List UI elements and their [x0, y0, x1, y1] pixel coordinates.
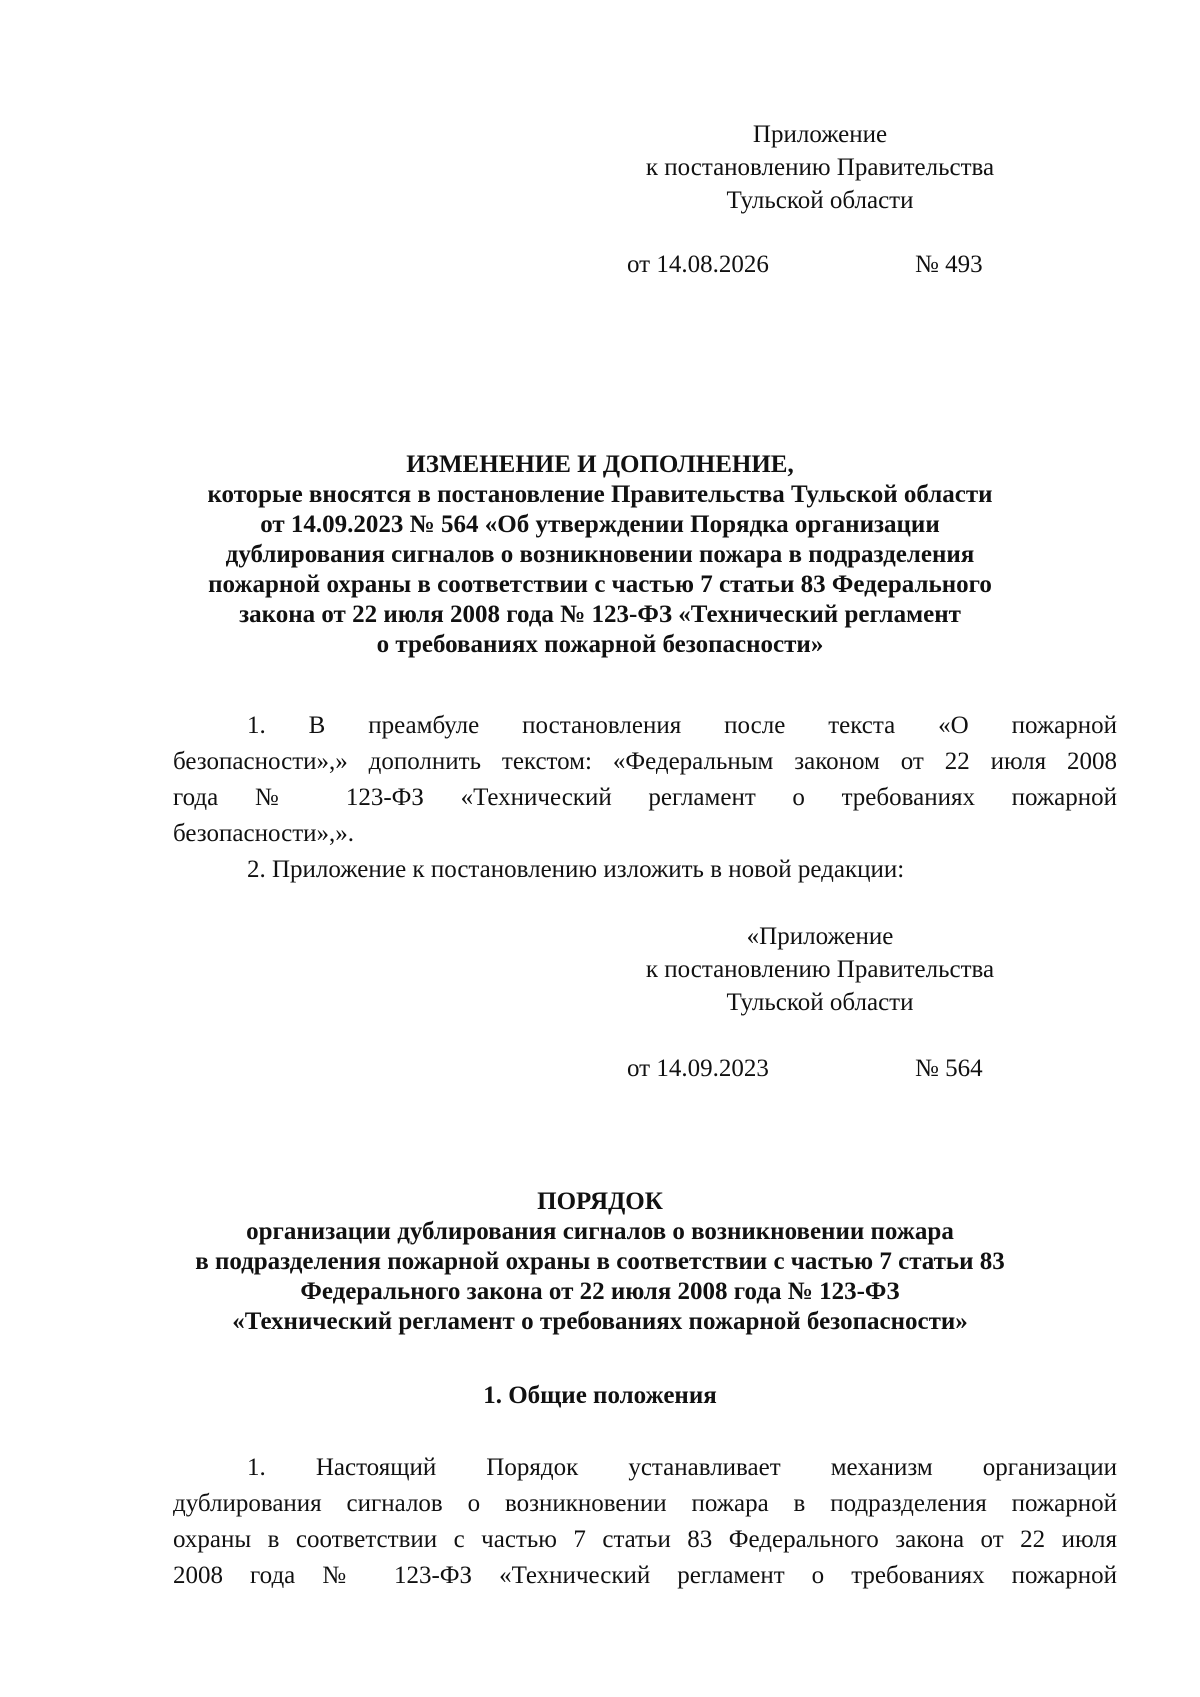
order-heading [150, 1187, 1050, 1337]
appendix-region: Тульской области [726, 187, 914, 214]
section-title: 1. Общие положения [483, 1382, 717, 1409]
appendix-label: Приложение [752, 121, 888, 148]
heading-line: пожарной охраны в соответствии с частью 7 статьи 83 Федерального [208, 571, 992, 598]
heading-line: организации дублирования сигналов о возникновении пожара [246, 1218, 954, 1245]
heading-line: от 14.09.2023 № 564 «Об утверждении Порядка организации [260, 511, 940, 538]
appendix-reference: к постановлению Правительства [645, 956, 995, 983]
appendix-number: № 564 [915, 1055, 983, 1082]
paragraph-line: безопасности»,». [173, 820, 354, 847]
item-1-paragraph [173, 708, 1117, 852]
heading-line: дублирования сигналов о возникновении пожара в подразделения [225, 541, 975, 568]
heading-line: «Технический регламент о требованиях пожарной безопасности» [232, 1308, 968, 1335]
paragraph-line: безопасности»,» дополнить текстом: «Федеральным законом от 22 июля 2008 [173, 748, 1117, 775]
heading-line: ПОРЯДОК [537, 1188, 663, 1215]
appendix-label: «Приложение [746, 923, 894, 950]
section-1-paragraph [173, 1450, 1117, 1594]
appendix-number: № 493 [915, 251, 983, 278]
heading-line: которые вносятся в постановление Правительства Тульской области [207, 481, 993, 508]
heading-line: закона от 22 июля 2008 года № 123-ФЗ «Технический регламент [239, 601, 961, 628]
item-2-paragraph [173, 852, 1117, 888]
appendix-date: от 14.09.2023 [627, 1055, 769, 1082]
paragraph-line: 1. В преамбуле постановления после текста «О пожарной [247, 712, 1117, 739]
paragraph-line: 2008 года № 123-ФЗ «Технический регламент о требованиях пожарной [173, 1562, 1117, 1589]
paragraph-line: охраны в соответствии с частью 7 статьи 83 Федерального закона от 22 июля [173, 1526, 1117, 1553]
new-appendix-header [620, 920, 1020, 1019]
paragraph-line: 1. Настоящий Порядок устанавливает механизм организации [247, 1454, 1117, 1481]
paragraph-line: года № 123-ФЗ «Технический регламент о требованиях пожарной [173, 784, 1117, 811]
paragraph-line: дублирования сигналов о возникновении пожара в подразделения пожарной [173, 1490, 1117, 1517]
paragraph-line: 2. Приложение к постановлению изложить в новой редакции: [247, 856, 905, 883]
appendix-region: Тульской области [726, 989, 914, 1016]
appendix-date-line [627, 248, 1007, 281]
heading-line: ИЗМЕНЕНИЕ И ДОПОЛНЕНИЕ, [406, 451, 794, 478]
appendix-header [620, 118, 1020, 217]
heading-line: о требованиях пожарной безопасности» [376, 631, 824, 658]
appendix-date: от 14.08.2026 [627, 251, 769, 278]
new-appendix-date-line [627, 1052, 1007, 1085]
heading-line: в подразделения пожарной охраны в соответствии с частью 7 статьи 83 [195, 1248, 1005, 1275]
appendix-reference: к постановлению Правительства [645, 154, 995, 181]
amendment-heading [150, 450, 1050, 660]
heading-line: Федерального закона от 22 июля 2008 года № 123-ФЗ [300, 1278, 900, 1305]
